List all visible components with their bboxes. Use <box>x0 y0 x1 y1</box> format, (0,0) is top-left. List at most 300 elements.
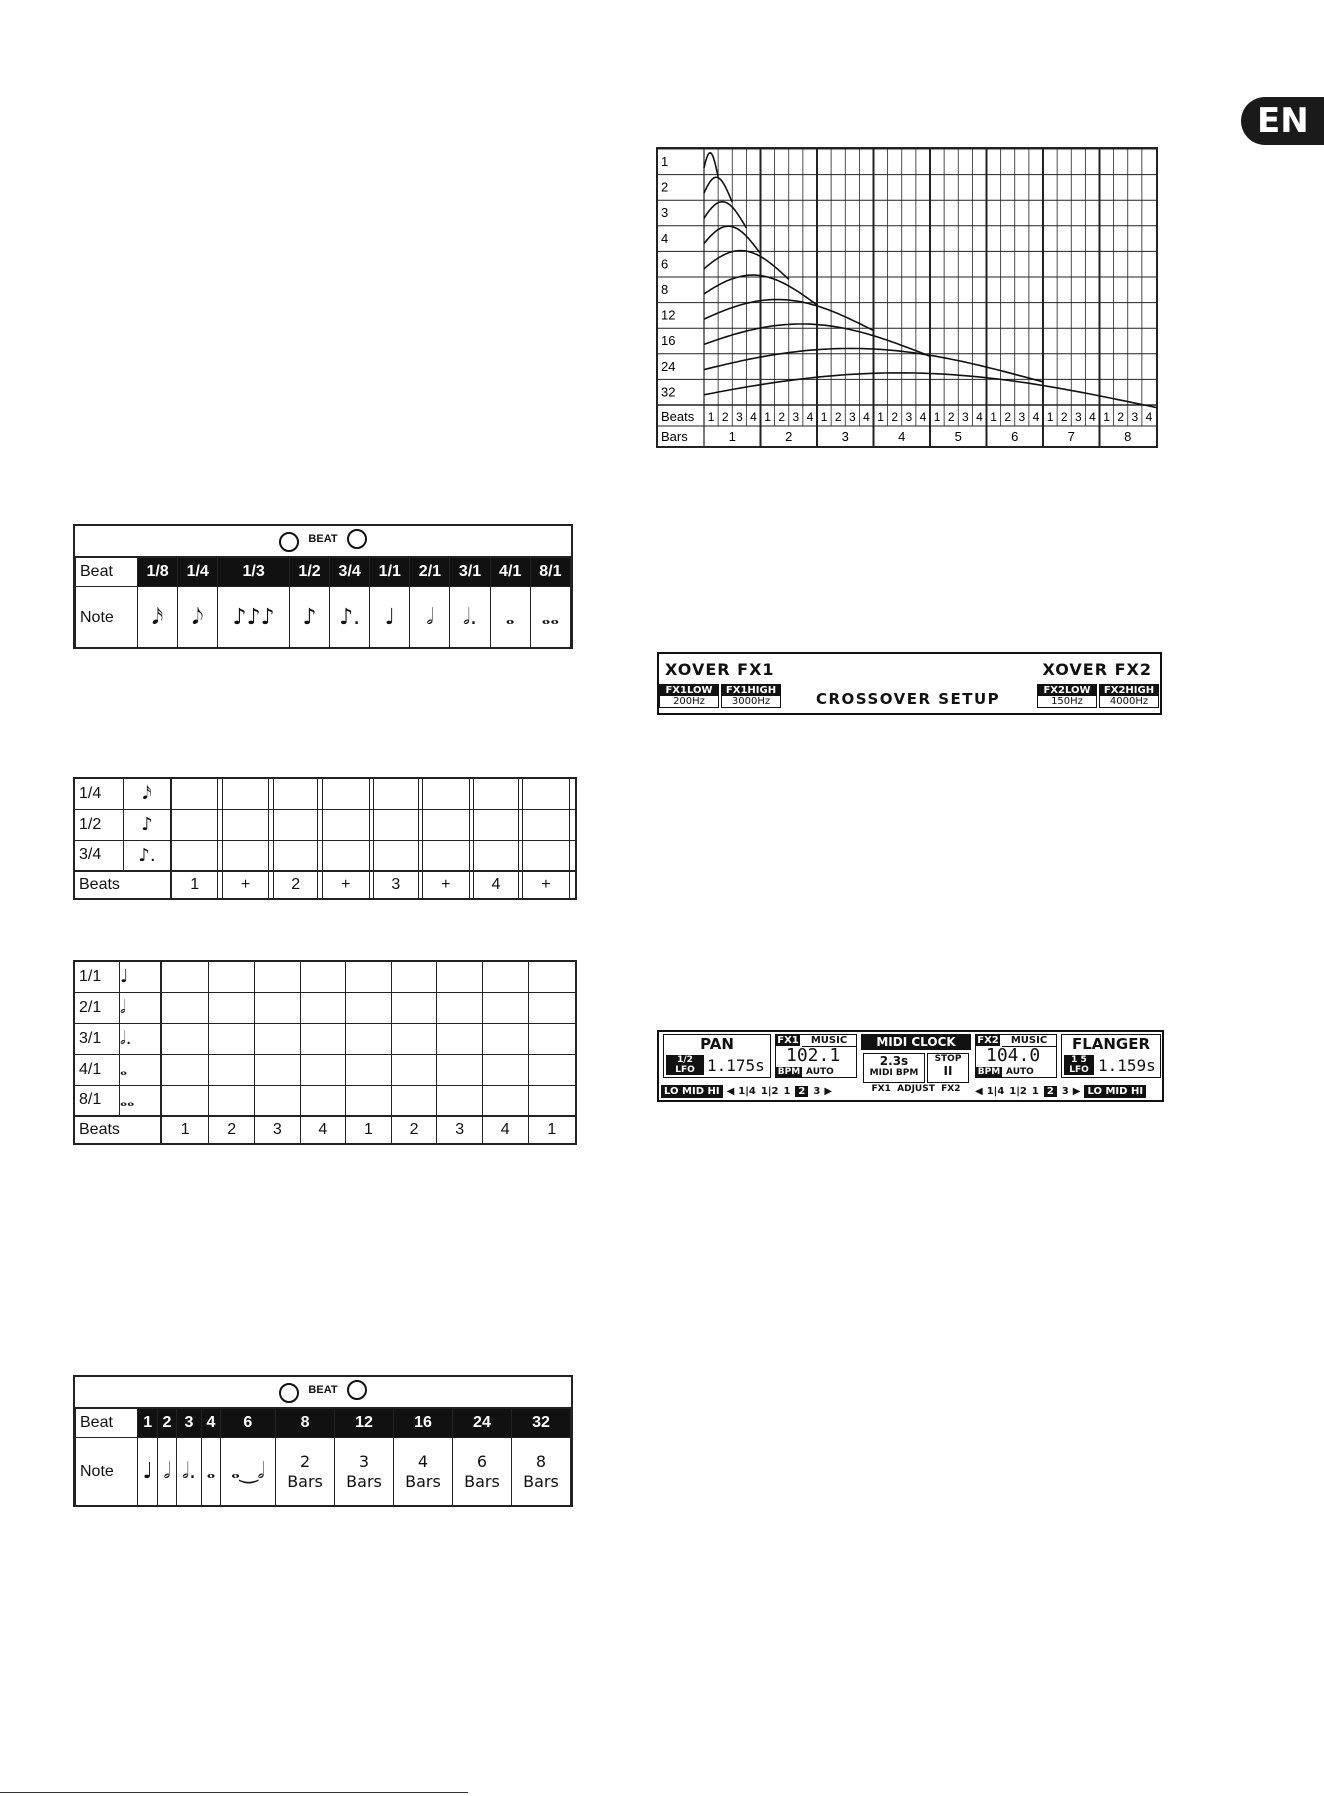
grid-cell <box>474 840 519 871</box>
lo-label: LO <box>664 1085 679 1097</box>
midi-clock-title: MIDI CLOCK <box>861 1034 971 1050</box>
grid-cell <box>273 778 318 809</box>
grid-cell <box>161 961 209 992</box>
grid-cell <box>528 1023 576 1054</box>
grid-row <box>74 961 576 992</box>
grid-cell <box>569 778 576 809</box>
grid-row-label: 1/1 <box>74 961 120 992</box>
clock-time: 2.3s <box>879 1054 909 1068</box>
grid-row <box>74 1054 576 1085</box>
beats-row <box>74 1116 576 1144</box>
fx1-low-label: FX1LOW <box>660 685 718 696</box>
graph-beat-number: 4 <box>919 410 927 424</box>
graph-bar-number: 3 <box>841 429 849 444</box>
grid-cell <box>523 840 570 871</box>
beat-value-cell: 4 <box>202 1409 220 1438</box>
graph-beat-number: 3 <box>961 410 969 424</box>
xover-panel <box>657 652 1162 715</box>
fx2-low-control[interactable] <box>1037 684 1097 708</box>
graph-beat-number: 4 <box>1145 410 1153 424</box>
left-arrow-icon[interactable]: ◀ <box>726 1085 735 1097</box>
beat-value-cell: 8 <box>276 1409 335 1438</box>
graph-row-label: 6 <box>661 256 669 272</box>
note-symbol-cell: 𝅗𝅥. <box>450 587 490 649</box>
grid-cell <box>482 1085 528 1116</box>
beat-number-cell: 3 <box>437 1116 483 1144</box>
note-symbol-cell: ♩ <box>138 1438 158 1506</box>
grid-cell <box>437 1054 483 1085</box>
graph-beat-number: 2 <box>947 410 955 424</box>
fx1-low-value: 200Hz <box>673 696 705 707</box>
grid-row-note: 𝅗𝅥 <box>120 992 162 1023</box>
grid-cell <box>273 809 318 840</box>
grid-cell <box>300 961 346 992</box>
grid-cell <box>437 992 483 1023</box>
grid-cell <box>374 778 419 809</box>
grid-cell <box>322 778 369 809</box>
grid-cell <box>423 840 470 871</box>
grid-row-note: ♪ <box>124 809 172 840</box>
note-symbol-cell: 𝅝𝅝 <box>530 587 570 649</box>
note-symbol-cell: ♪ <box>289 587 329 649</box>
fx1-music-label: MUSIC <box>802 1035 856 1047</box>
lfo-period-graph <box>656 147 1158 448</box>
grid-cell <box>391 961 437 992</box>
note-symbol-cell: 6 Bars <box>452 1438 511 1506</box>
note-symbol-cell: ♪♪♪ <box>218 587 290 649</box>
graph-beat-number: 1 <box>820 410 828 424</box>
grid-cell <box>569 840 576 871</box>
fx2-high-value: 4000Hz <box>1109 696 1149 707</box>
graph-bars-label: Bars <box>661 429 688 444</box>
pan-lfo-rate: 1/2 <box>677 1055 693 1065</box>
grid-row <box>74 992 576 1023</box>
division-option[interactable]: 2 <box>795 1086 808 1097</box>
beat-value-cell: 1/1 <box>370 558 410 587</box>
xover-fx1-title: XOVER FX1 <box>665 660 775 679</box>
flanger-section <box>1061 1034 1161 1078</box>
graph-beat-number: 2 <box>778 410 786 424</box>
graph-row-label: 8 <box>661 282 669 297</box>
note-symbol-cell: 2 Bars <box>276 1438 335 1506</box>
grid-cell <box>209 1023 255 1054</box>
beat-number-cell: 4 <box>482 1116 528 1144</box>
fx1-bpm-label: BPM <box>777 1067 801 1077</box>
graph-beat-number: 1 <box>707 410 715 424</box>
grid-cell <box>300 1085 346 1116</box>
clock-midi-bpm: MIDI BPM <box>869 1068 919 1078</box>
beat-indicator-2 <box>75 1377 571 1408</box>
graph-beats-label: Beats <box>661 409 695 424</box>
grid-cell <box>300 992 346 1023</box>
beat-number-cell: 1 <box>171 871 218 899</box>
grid-cell <box>482 1023 528 1054</box>
beat-table-1 <box>73 524 573 649</box>
grid-cell <box>346 1023 392 1054</box>
beat-table-2-grid <box>75 1408 571 1506</box>
graph-bar-number: 8 <box>1124 429 1132 444</box>
graph-beat-number: 3 <box>848 410 856 424</box>
note-row <box>76 587 571 649</box>
xover-fx2-title: XOVER FX2 <box>1042 660 1152 679</box>
beat-led-left-icon-2 <box>279 1383 299 1403</box>
division-option[interactable]: 3 <box>1061 1085 1069 1097</box>
short-note-grid-table <box>73 777 577 900</box>
beat-number-cell: 1 <box>161 1116 209 1144</box>
grid-cell <box>528 1054 576 1085</box>
grid-cell <box>391 1023 437 1054</box>
beat-row-label: Beat <box>76 558 138 587</box>
fx1-high-control[interactable] <box>721 684 781 708</box>
grid-cell <box>300 1023 346 1054</box>
graph-row-label: 24 <box>661 358 676 374</box>
grid-row <box>74 809 576 840</box>
note-symbol-cell: 𝅝‿𝅗𝅥 <box>220 1438 276 1506</box>
grid-cell <box>423 778 470 809</box>
grid-row-label: 1/2 <box>74 809 124 840</box>
note-symbol-cell: ♩ <box>370 587 410 649</box>
graph-beat-number: 2 <box>721 410 729 424</box>
pause-icon: II <box>943 1064 953 1078</box>
grid-cell <box>222 809 269 840</box>
grid-row-label: 8/1 <box>74 1085 120 1116</box>
beat-number-cell: + <box>222 871 269 899</box>
grid-cell <box>161 1085 209 1116</box>
beat-indicator <box>75 526 571 557</box>
grid-cell <box>254 1085 300 1116</box>
grid-cell <box>222 840 269 871</box>
graph-beat-number: 3 <box>905 410 913 424</box>
grid-cell <box>254 1023 300 1054</box>
grid-cell <box>482 961 528 992</box>
graph-beat-number: 3 <box>735 410 743 424</box>
right-division-list <box>987 1086 1069 1097</box>
beat-indicator-label: BEAT <box>308 533 338 545</box>
midi-clock-section <box>861 1034 971 1098</box>
beat-value-cell: 3/4 <box>330 558 370 587</box>
flanger-lfo-rate: 1 5 <box>1071 1055 1087 1065</box>
grid-row <box>74 778 576 809</box>
fx2-high-control[interactable] <box>1099 684 1159 708</box>
beat-value-cell: 8/1 <box>530 558 570 587</box>
grid-cell <box>300 1054 346 1085</box>
beat-value-cell: 16 <box>394 1409 453 1438</box>
flanger-time: 1.159s <box>1098 1056 1156 1075</box>
grid-cell <box>254 961 300 992</box>
beats-row-label: Beats <box>74 1116 161 1144</box>
graph-beat-number: 4 <box>750 410 757 424</box>
graph-beat-number: 3 <box>1018 410 1026 424</box>
division-option[interactable]: 3 <box>813 1085 821 1097</box>
beat-number-cell: 1 <box>528 1116 576 1144</box>
grid-cell <box>161 992 209 1023</box>
grid-cell <box>523 809 570 840</box>
division-option[interactable]: 2 <box>1044 1086 1057 1097</box>
grid-row-label: 3/4 <box>74 840 124 871</box>
grid-cell <box>161 1023 209 1054</box>
graph-beat-number: 2 <box>834 410 842 424</box>
beat-number-cell: + <box>423 871 470 899</box>
note-symbol-cell: 𝅘𝅥𝅮 <box>178 587 218 649</box>
grid-cell <box>171 778 218 809</box>
hi-label-2: HI <box>1130 1085 1144 1097</box>
fx2-low-label: FX2LOW <box>1038 685 1096 696</box>
grid-row <box>74 840 576 871</box>
beat-led-right-icon <box>347 529 367 549</box>
graph-beat-number: 4 <box>863 410 870 424</box>
midi-clock-panel <box>657 1030 1164 1102</box>
fx2-music-label: MUSIC <box>1002 1035 1056 1047</box>
graph-beat-number: 2 <box>1004 410 1012 424</box>
grid-cell <box>209 1054 255 1085</box>
footer-rule <box>0 1792 468 1793</box>
grid-cell <box>209 992 255 1023</box>
grid-row <box>74 1085 576 1116</box>
clock-time-box <box>863 1053 925 1083</box>
note-row-label: Note <box>76 587 138 649</box>
lo-label-2: LO <box>1087 1085 1102 1097</box>
beat-table-1-grid <box>75 557 571 649</box>
graph-row-label: 12 <box>661 307 676 323</box>
grid-row-note: 𝅝𝅝 <box>120 1085 162 1116</box>
grid-cell <box>423 809 470 840</box>
grid-cell <box>254 1054 300 1085</box>
grid-cell <box>437 1085 483 1116</box>
graph-beat-number: 2 <box>1117 410 1125 424</box>
beat-row <box>76 558 571 587</box>
grid-cell <box>437 961 483 992</box>
beat-number-cell: 3 <box>374 871 419 899</box>
beat-number-cell: + <box>523 871 570 899</box>
beat-table-2 <box>73 1375 573 1507</box>
graph-beat-number: 3 <box>1131 410 1139 424</box>
graph-beat-number: 3 <box>792 410 800 424</box>
right-eq-band[interactable] <box>1084 1085 1146 1098</box>
note-symbol-cell: 8 Bars <box>511 1438 570 1506</box>
grid-row-note: ♪. <box>124 840 172 871</box>
graph-bar-number: 2 <box>785 429 793 444</box>
crossover-setup-label: CROSSOVER SETUP <box>816 690 1001 708</box>
grid-cell <box>346 992 392 1023</box>
division-option[interactable]: 1 <box>783 1085 791 1097</box>
beat-number-cell <box>569 871 576 899</box>
grid-cell <box>374 809 419 840</box>
fx2-auto-label: AUTO <box>1006 1067 1034 1077</box>
stop-button[interactable] <box>927 1053 969 1083</box>
grid-cell <box>161 1054 209 1085</box>
beats-row-label: Beats <box>74 871 171 899</box>
beat-value-cell: 3/1 <box>450 558 490 587</box>
grid-cell <box>273 840 318 871</box>
fx2-low-value: 150Hz <box>1051 696 1083 707</box>
fx-adjust-label: FX1 ADJUST FX2 <box>871 1084 961 1094</box>
grid-row-note: 𝅘𝅥𝅯 <box>124 778 172 809</box>
grid-cell <box>222 778 269 809</box>
grid-cell <box>391 1054 437 1085</box>
language-badge: EN <box>1241 97 1324 145</box>
fx2-bpm-label: BPM <box>977 1067 1001 1077</box>
note-symbol-cell: 𝅗𝅥 <box>410 587 450 649</box>
grid-row-label: 3/1 <box>74 1023 120 1054</box>
beat-value-cell: 12 <box>335 1409 394 1438</box>
graph-beat-number: 1 <box>1046 410 1054 424</box>
graph-row-label: 2 <box>661 179 669 195</box>
grid-row-note: 𝅗𝅥. <box>120 1023 162 1054</box>
graph-row-label: 4 <box>661 230 669 246</box>
graph-beat-number: 2 <box>1060 410 1068 424</box>
note-symbol-cell: 4 Bars <box>394 1438 453 1506</box>
graph-row-label: 32 <box>661 384 676 400</box>
grid-row-label: 1/4 <box>74 778 124 809</box>
graph-bar-number: 7 <box>1067 429 1075 444</box>
graph-beat-number: 1 <box>877 410 884 424</box>
mid-label-2: MID <box>1105 1085 1128 1097</box>
grid-cell <box>171 809 218 840</box>
right-arrow-icon-2[interactable]: ▶ <box>1072 1085 1081 1097</box>
division-option[interactable]: 1|2 <box>760 1085 779 1097</box>
fx2-high-label: FX2HIGH <box>1100 685 1158 696</box>
pan-section <box>663 1034 771 1078</box>
grid-cell <box>391 1085 437 1116</box>
beat-value-cell: 1/4 <box>178 558 218 587</box>
beat-number-cell: 3 <box>254 1116 300 1144</box>
note-row-2 <box>76 1438 571 1506</box>
beat-number-cell: + <box>322 871 369 899</box>
beat-value-cell: 4/1 <box>490 558 530 587</box>
left-eq-band[interactable] <box>661 1085 723 1098</box>
fx1-low-control[interactable] <box>659 684 719 708</box>
beat-value-cell: 3 <box>176 1409 202 1438</box>
beat-number-cell: 1 <box>346 1116 392 1144</box>
graph-row-label: 16 <box>661 333 676 349</box>
beat-number-cell: 2 <box>273 871 318 899</box>
grid-cell <box>437 1023 483 1054</box>
left-bottom-row <box>661 1083 859 1099</box>
right-arrow-icon[interactable]: ▶ <box>824 1085 833 1097</box>
graph-bar-number: 6 <box>1011 429 1019 444</box>
grid-cell <box>569 809 576 840</box>
beat-number-cell: 4 <box>300 1116 346 1144</box>
graph-row-label: 3 <box>661 205 669 221</box>
grid-cell <box>346 1054 392 1085</box>
grid-cell <box>523 778 570 809</box>
grid-row-label: 4/1 <box>74 1054 120 1085</box>
beat-value-cell: 2/1 <box>410 558 450 587</box>
note-symbol-cell: 𝅗𝅥. <box>176 1438 202 1506</box>
hi-label: HI <box>707 1085 720 1097</box>
graph-beat-number: 1 <box>990 410 997 424</box>
grid-cell <box>482 1054 528 1085</box>
note-symbol-cell: 𝅗𝅥 <box>158 1438 176 1506</box>
graph-bar-number: 1 <box>728 429 736 444</box>
grid-cell <box>528 961 576 992</box>
graph-beat-number: 3 <box>1074 410 1082 424</box>
beat-number-cell: 4 <box>474 871 519 899</box>
beat-row-label-2: Beat <box>76 1409 138 1438</box>
fx2-bpm-value: 104.0 <box>986 1045 1041 1066</box>
flanger-lfo-label: LFO <box>1069 1065 1089 1075</box>
beat-led-left-icon <box>279 532 299 552</box>
grid-cell <box>474 778 519 809</box>
left-arrow-icon-2[interactable]: ◀ <box>975 1085 983 1097</box>
grid-cell <box>482 992 528 1023</box>
fx1-bpm-value: 102.1 <box>786 1045 841 1066</box>
grid-row-note: 𝅝 <box>120 1054 162 1085</box>
mid-label: MID <box>682 1085 704 1097</box>
note-symbol-cell: ♪. <box>330 587 370 649</box>
grid-cell <box>171 840 218 871</box>
grid-cell <box>528 1085 576 1116</box>
grid-cell <box>346 1085 392 1116</box>
graph-beat-number: 4 <box>976 410 983 424</box>
division-option[interactable]: 1|4 <box>986 1085 1005 1097</box>
grid-cell <box>346 961 392 992</box>
note-symbol-cell: 3 Bars <box>335 1438 394 1506</box>
long-note-grid-table <box>73 960 577 1145</box>
fx1-high-label: FX1HIGH <box>722 685 780 696</box>
note-symbol-cell: 𝅝 <box>202 1438 220 1506</box>
graph-beat-number: 1 <box>764 410 771 424</box>
fx1-auto-label: AUTO <box>806 1067 834 1077</box>
grid-cell <box>528 992 576 1023</box>
beats-row <box>74 871 576 899</box>
note-symbol-cell: 𝅝 <box>490 587 530 649</box>
grid-row <box>74 1023 576 1054</box>
grid-row-note: ♩ <box>120 961 162 992</box>
grid-cell <box>254 992 300 1023</box>
fx1-bpm-section <box>775 1034 857 1078</box>
beat-led-right-icon-2 <box>347 1380 367 1400</box>
grid-cell <box>474 809 519 840</box>
beat-number-cell: 2 <box>209 1116 255 1144</box>
beat-value-cell: 1 <box>138 1409 158 1438</box>
lfo-curve <box>704 202 746 228</box>
flanger-title: FLANGER <box>1071 1035 1151 1053</box>
division-option[interactable]: 1|4 <box>738 1085 756 1097</box>
division-option[interactable]: 1|2 <box>1009 1085 1027 1097</box>
graph-row-label: 1 <box>661 154 669 169</box>
beat-value-cell: 1/3 <box>218 558 290 587</box>
fx1-high-value: 3000Hz <box>731 696 771 707</box>
fx2-bpm-section <box>975 1034 1057 1078</box>
note-symbol-cell: 𝅘𝅥𝅯 <box>138 587 178 649</box>
beat-value-cell: 1/8 <box>138 558 178 587</box>
beat-indicator-label-2: BEAT <box>308 1384 338 1396</box>
graph-bar-number: 4 <box>898 429 906 444</box>
graph-beat-number: 1 <box>933 410 941 424</box>
pan-time: 1.175s <box>707 1056 765 1075</box>
beat-number-cell: 2 <box>391 1116 437 1144</box>
beat-value-cell: 1/2 <box>289 558 329 587</box>
fx1-tag: FX1 <box>777 1035 799 1046</box>
stop-label: STOP <box>934 1054 962 1064</box>
graph-beat-number: 1 <box>1103 410 1110 424</box>
flanger-lfo-chip <box>1064 1055 1094 1075</box>
beat-value-cell: 6 <box>220 1409 276 1438</box>
beat-value-cell: 32 <box>511 1409 570 1438</box>
lfo-curve <box>704 153 718 177</box>
grid-cell <box>322 809 369 840</box>
grid-cell <box>209 961 255 992</box>
beat-value-cell: 24 <box>452 1409 511 1438</box>
left-division-list <box>738 1086 820 1097</box>
grid-cell <box>209 1085 255 1116</box>
graph-beat-number: 4 <box>1089 410 1096 424</box>
division-option[interactable]: 1 <box>1031 1085 1039 1097</box>
note-row-label-2: Note <box>76 1438 138 1506</box>
graph-beat-number: 4 <box>1032 410 1040 424</box>
pan-lfo-label: LFO <box>675 1065 695 1075</box>
